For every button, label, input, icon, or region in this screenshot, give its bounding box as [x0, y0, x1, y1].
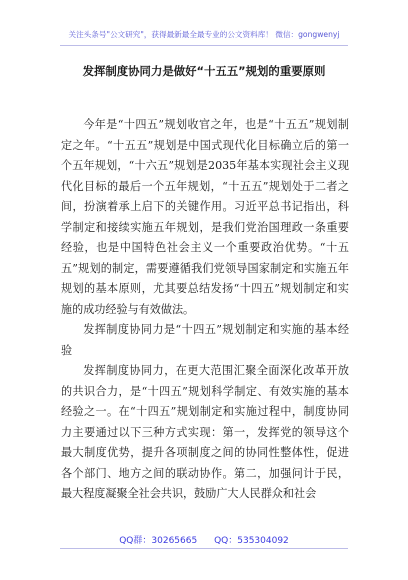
document-title: 发挥制度协同力是做好“十五五”规划的重要原则: [82, 64, 326, 78]
footer-contact: [0, 533, 408, 546]
footer-divider: [60, 548, 348, 549]
header-divider: [60, 45, 348, 46]
footer-qq-group: QQ群：30265665: [119, 536, 198, 546]
footer-qq: QQ：535304092: [214, 536, 289, 546]
header-notice: 关注头条号"公文研究"，获得最新最全最专业的公文资料库！ 微信：gongwenyj: [68, 30, 340, 39]
section-heading: 发挥制度协同力是“十四五”规划制定和实施的基本经验: [61, 323, 349, 357]
paragraph: 发挥制度协同力，在更大范围汇聚全面深化改革开放的共识合力，是“十四五”规划科学制定、有效实施的基本经验之一。在“十四五”规划制定和实施过程中，制度协同力主要通过以下三种方式实现：第一，发挥党的领导这个最大制度优势，提升各项制度之间的协同性整体性，促进各个部门、地方之间的联动协作。第二，加强问计于民，最大程度凝聚全社会共识，鼓励广大人民群众和社会: [61, 364, 349, 500]
document-body: [61, 115, 349, 505]
paragraph: 今年是“十四五”规划收官之年，也是“十五五”规划制定之年。“十五五”规划是中国式现代化目标确立后的第一个五年规划，“十六五”规划是2035年基本实现社会主义现代化目标的最后一个五年规划，“十五五”规划处于二者之间，扮演着承上启下的关键作用。习近平总书记指出，科学制定和接续实施五年规划，是我们党治国理政一条重要经验，也是中国特色社会主义一个重要政治优势。“十五五”规划的制定，需要遵循我们党领导国家制定和实施五年规划的基本原则，尤其要总结发扬“十四五”规划制定和实施的成功经验与有效做法。: [61, 118, 349, 316]
